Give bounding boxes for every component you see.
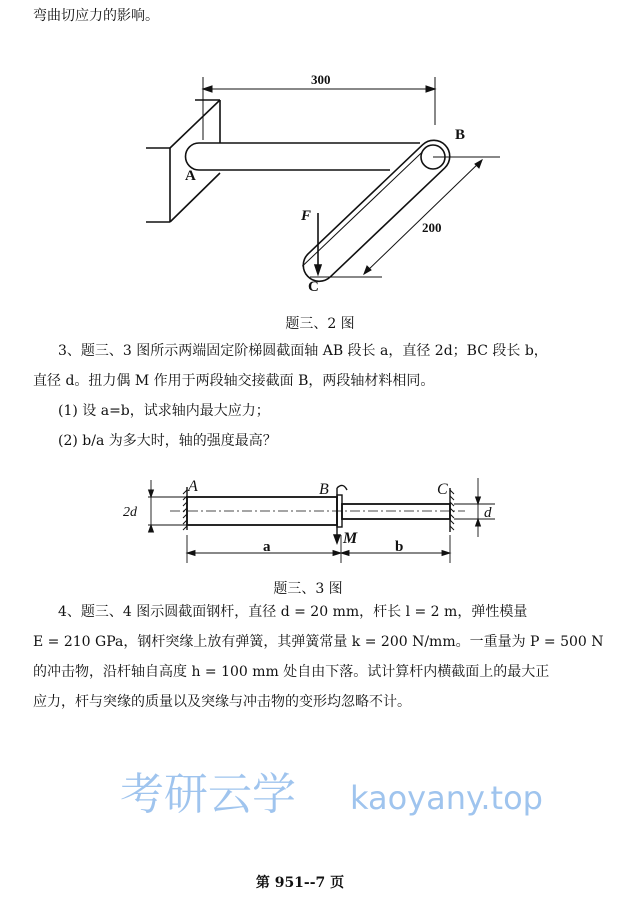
label-2d: 2d [123,505,137,520]
label-a: A [185,168,196,184]
label-a: A [188,478,198,495]
problem3-line2: 直径 d。扭力偶 M 作用于两段轴交接截面 B，两段轴材料相同。 [33,373,435,389]
problem3-line4: (2) b/a 为多大时，轴的强度最高？ [58,433,277,449]
label-c: C [437,481,448,498]
label-len-b: b [395,539,404,555]
problem3-line1: 3、题三、3 图所示两端固定阶梯圆截面轴 AB 段长 a，直径 2d；BC 段长 b， [58,343,548,359]
label-moment: M [343,530,358,547]
problem4-line3: 的冲击物，沿杆轴自高度 h = 100 mm 处自由下落。试计算杆内横截面上的最大正 [33,664,550,680]
label-force: F [301,208,312,224]
label-b: B [455,127,466,143]
label-c: C [308,279,319,295]
watermark-chinese: 考研云学 [120,769,296,820]
problem3-line3: (1) 设 a=b，试求轴内最大应力； [58,403,270,419]
dim-200-label: 200 [422,220,442,235]
label-len-a: a [263,539,271,555]
page-footer: 第 951--7 页 [255,875,345,891]
figure-2-caption: 题三、2 图 [285,316,355,332]
problem4 [33,597,623,717]
shaft-bc [342,504,450,519]
problem4-line4: 应力，杆与突缘的质量以及突缘与冲击物的变形均忽略不计。 [33,694,411,710]
intro-line: 弯曲切应力的影响。 [33,8,159,24]
wall-c [450,488,454,532]
dim-ab-bc [187,535,450,563]
watermark-url: kaoyany.top [350,779,543,817]
label-b: B [319,481,329,498]
label-d: d [484,505,492,521]
problem4-line1: 4、题三、4 图示圆截面钢杆，直径 d = 20 mm，杆长 l = 2 m，弹性模量 [58,604,528,620]
dim-2d [148,480,187,532]
dim-300-label: 300 [311,72,331,87]
problem4-line2: E = 210 GPa，钢杆突缘上放有弹簧，其弹簧常量 k = 200 N/mm。一重量为 P = 500 N [33,634,604,650]
figure-3-caption: 题三、3 图 [273,581,343,597]
